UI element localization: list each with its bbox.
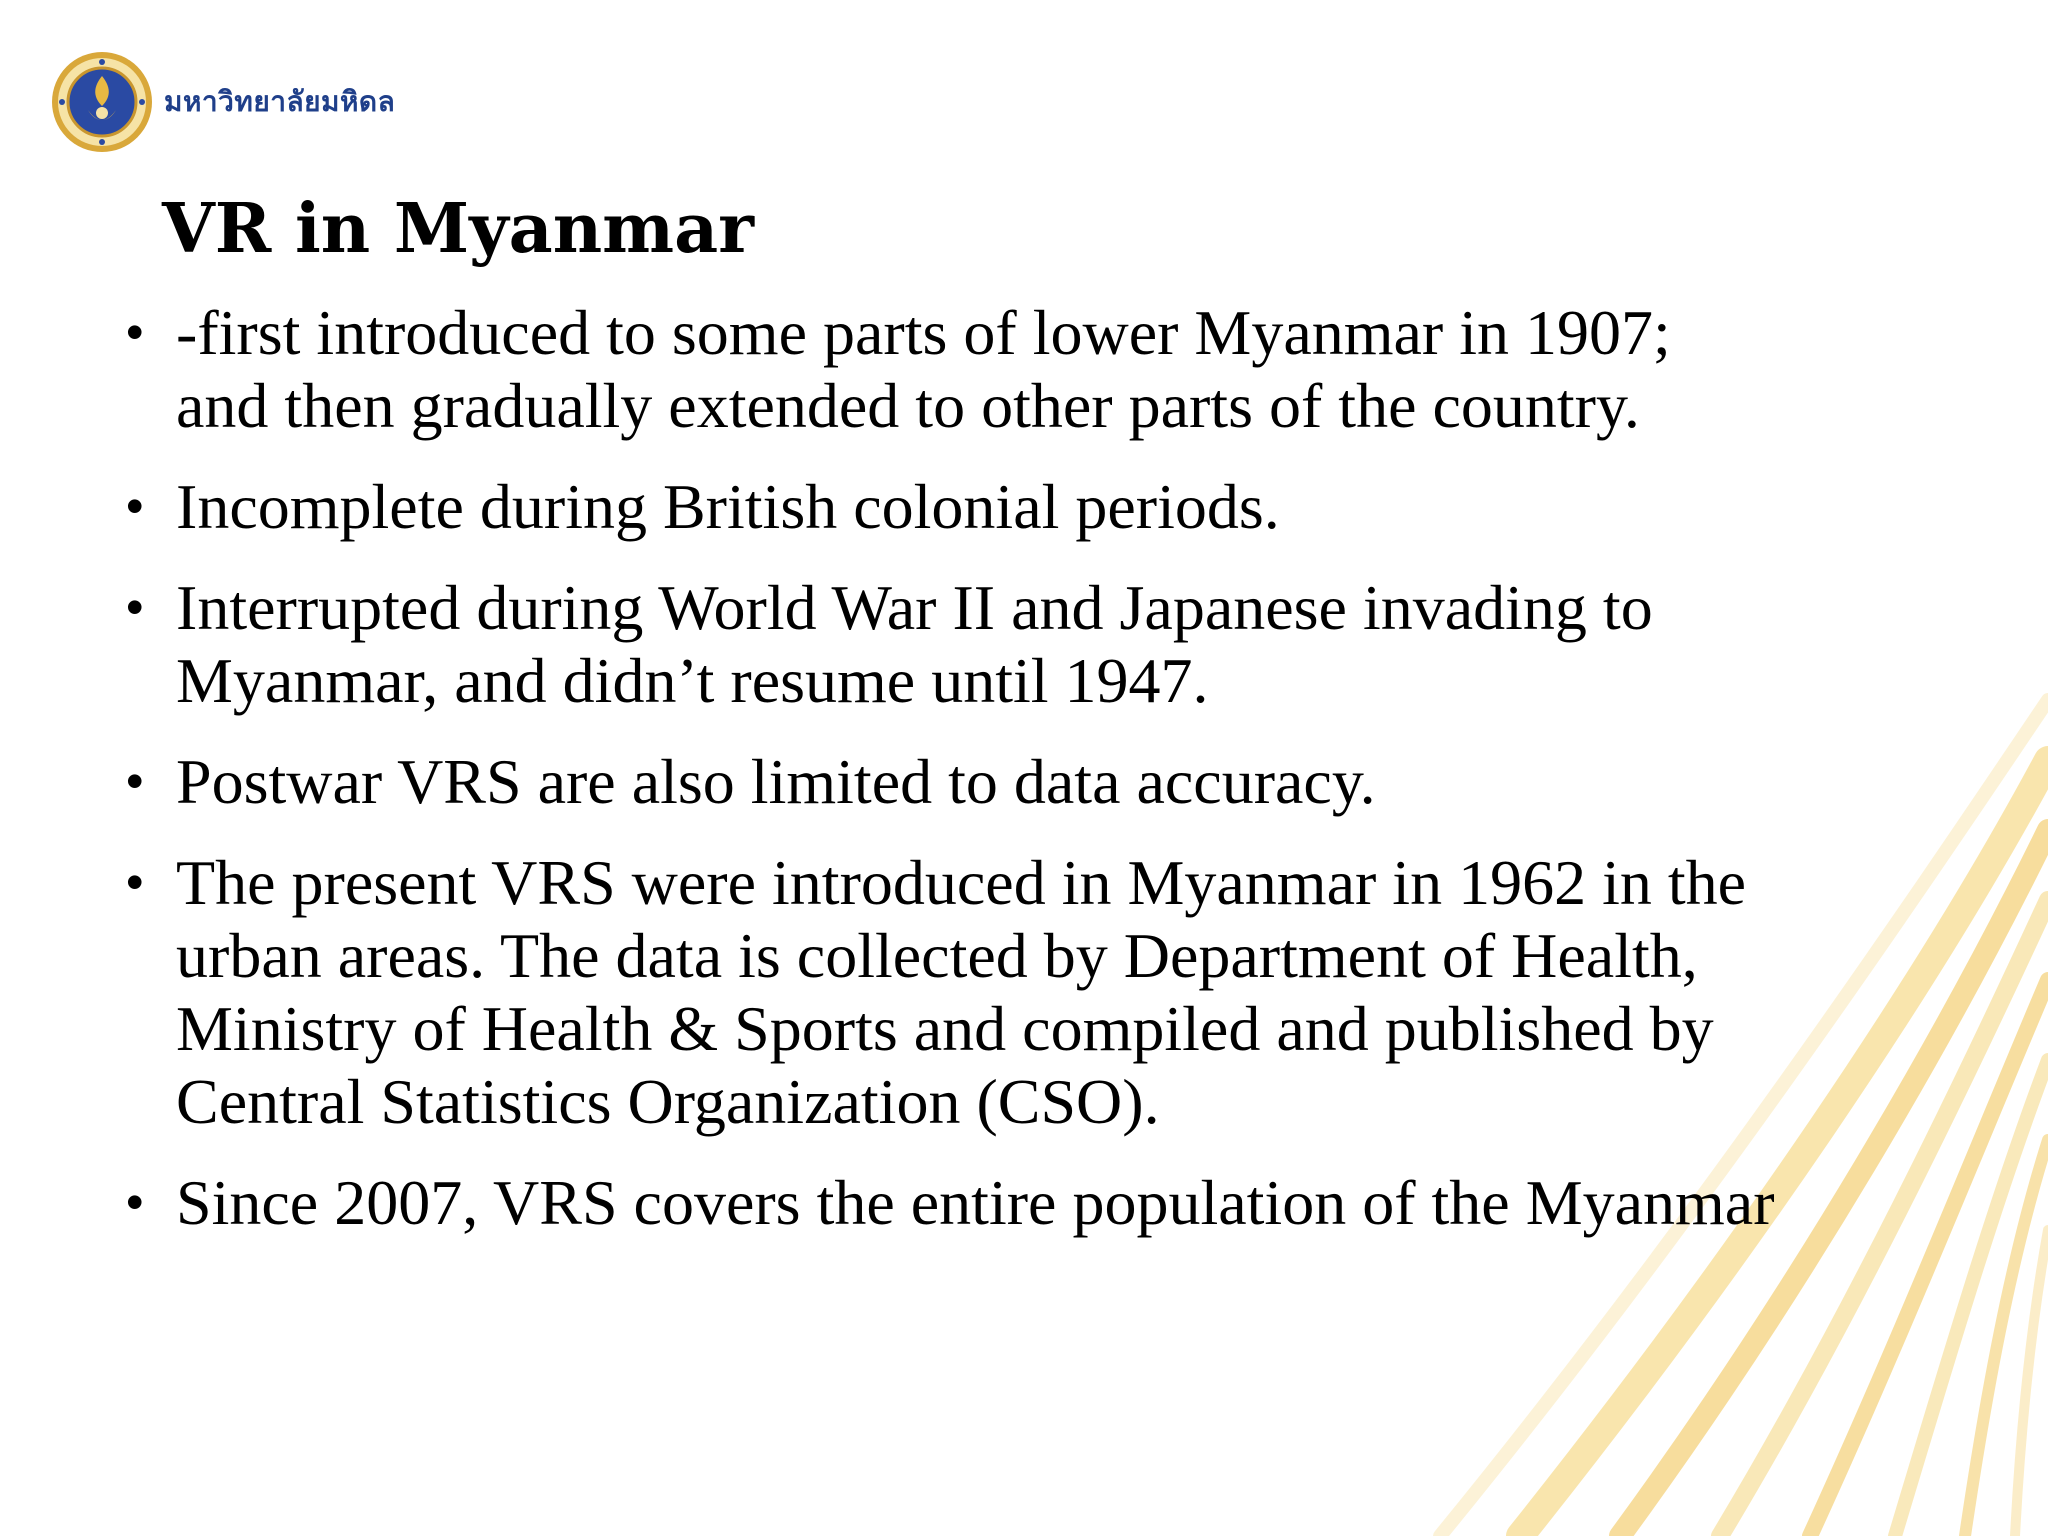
bullet-dot: • [126,304,144,360]
bullet-text-line: Postwar VRS are also limited to data accuracy. [176,746,1376,817]
bullet-text-line: and then gradually extended to other parts of the country. [176,370,1640,441]
university-logo [50,50,395,154]
bullet-item [120,571,2000,717]
bullet-item [120,846,2000,1138]
bullet-text-line: Incomplete during British colonial periods. [176,471,1280,542]
bullet-dot: • [126,753,144,809]
bullet-text-line: The present VRS were introduced in Myanmar in 1962 in the [176,847,1747,918]
bullet-list [120,296,2000,1267]
bullet-dot: • [126,854,144,910]
bullet-item [120,1166,2000,1239]
bullet-text-line: Since 2007, VRS covers the entire population of the Myanmar [176,1167,1775,1238]
bullet-text-line: Myanmar, and didn’t resume until 1947. [176,645,1209,716]
bullet-text-line: Ministry of Health & Sports and compiled and published by [176,993,1714,1064]
bullet-dot: • [126,1174,144,1230]
bullet-item [120,745,2000,818]
slide-title: VR in Myanmar [162,189,755,269]
bullet-text-line: Central Statistics Organization (CSO). [176,1066,1160,1137]
bullet-dot: • [126,478,144,534]
bullet-dot: • [126,579,144,635]
bullet-text-line: urban areas. The data is collected by Department of Health, [176,920,1698,991]
bullet-item [120,470,2000,543]
bullet-text-line: -first introduced to some parts of lower Myanmar in 1907; [176,297,1671,368]
mahidol-seal-icon [50,50,154,154]
bullet-item [120,296,2000,442]
university-name: มหาวิทยาลัยมหิดล [164,85,396,118]
bullet-text-line: Interrupted during World War II and Japanese invading to [176,572,1653,643]
